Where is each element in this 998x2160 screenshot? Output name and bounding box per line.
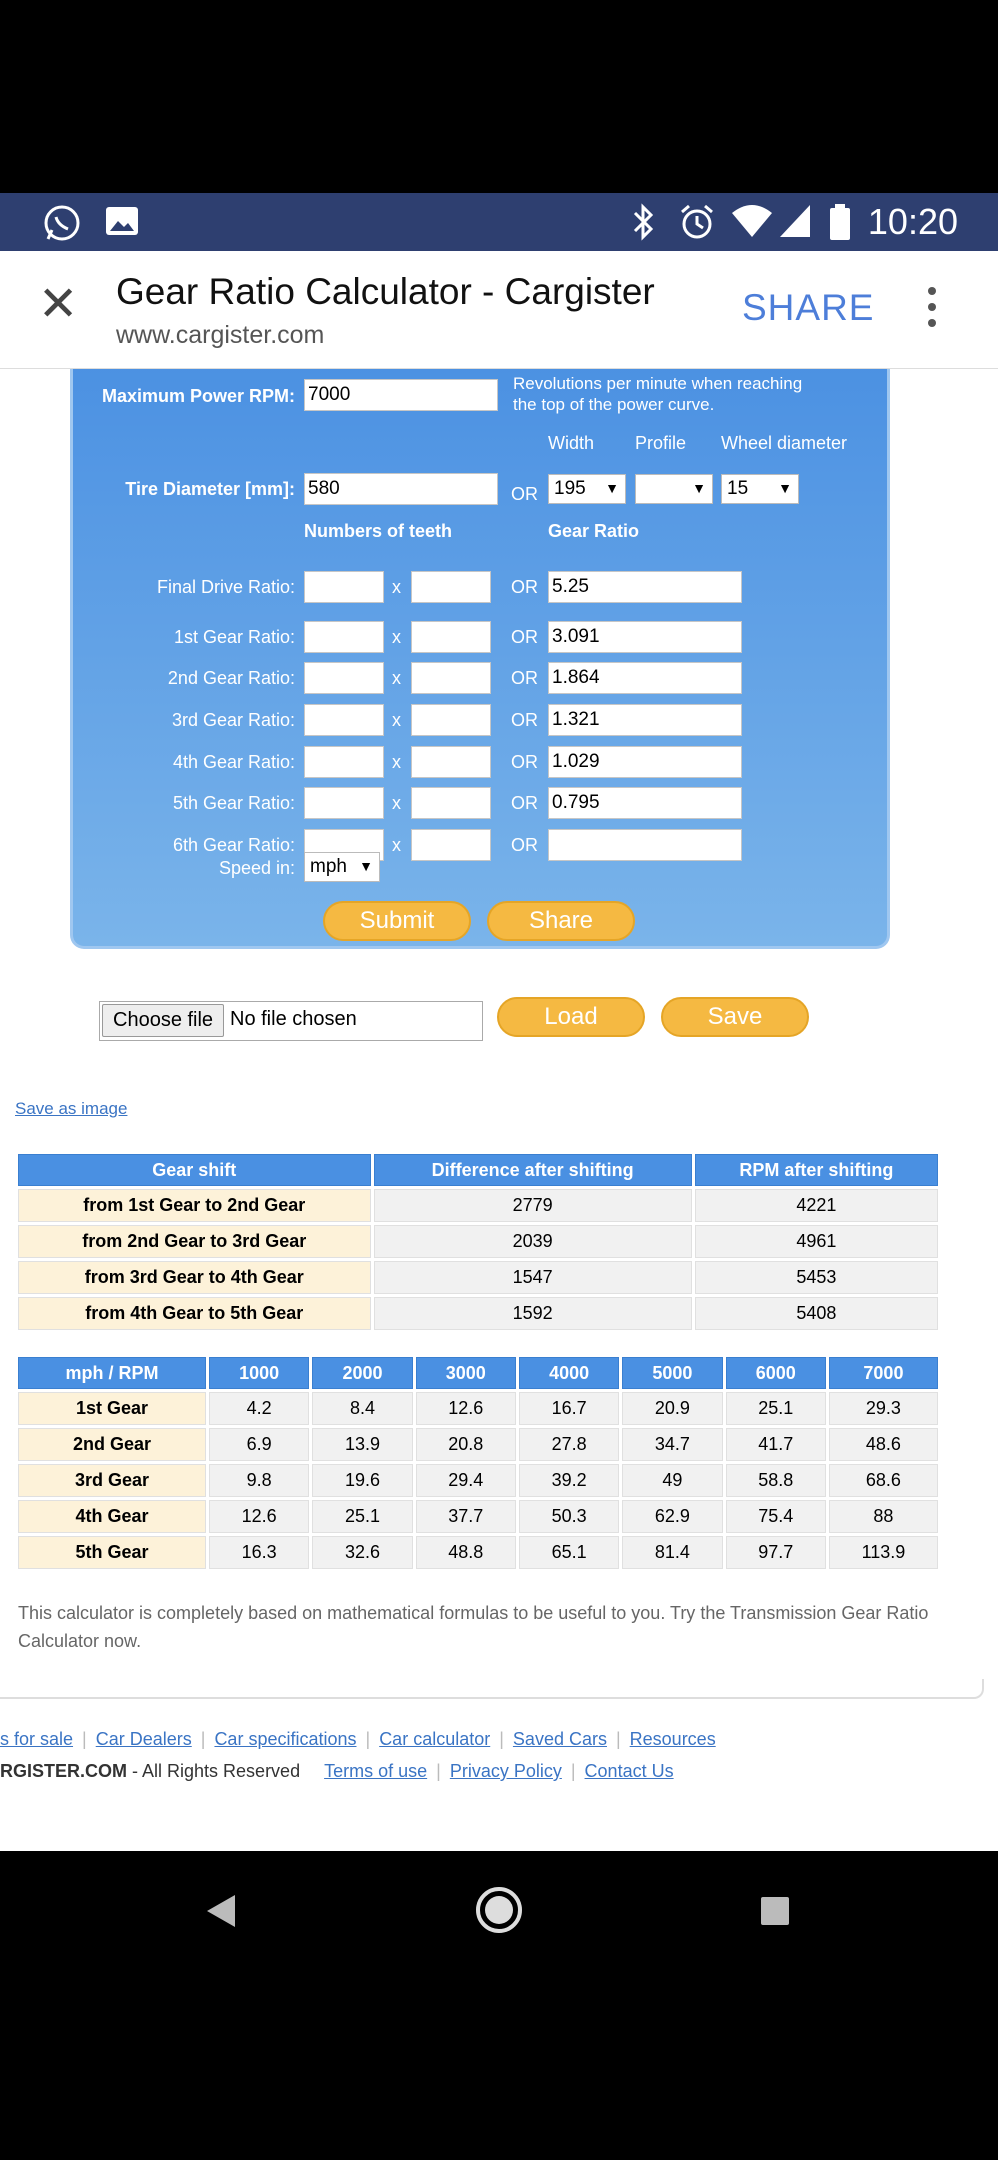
teeth-input-a[interactable] [304,571,384,603]
table-cell: 5408 [695,1297,938,1330]
table-cell: 4221 [695,1189,938,1222]
gear-ratio-label: 5th Gear Ratio: [172,793,295,813]
footer-link[interactable]: Contact Us [584,1761,674,1781]
table-row [18,1189,938,1222]
gear-ratio-label: 1st Gear Ratio: [173,627,295,647]
or-label: OR [511,793,538,813]
table-cell: 12.6 [209,1500,309,1533]
times-label: x [392,577,401,597]
times-label: x [392,668,401,688]
share-button[interactable]: SHARE [742,287,875,328]
column-header: 3000 [416,1357,516,1389]
table-cell: 32.6 [312,1536,412,1569]
times-label: x [392,793,401,813]
wheel-diameter-label: Wheel diameter [721,433,848,453]
table-row [18,1261,938,1294]
table-cell: 13.9 [312,1428,412,1461]
gear-ratio-label: 6th Gear Ratio: [172,835,295,855]
footer-link[interactable]: s for sale [0,1729,74,1749]
gear-ratio-input[interactable]: 1.864 [548,662,742,694]
table-cell: 68.6 [829,1464,938,1497]
table-cell: 16.7 [519,1392,619,1425]
table-cell: 50.3 [519,1500,619,1533]
wheel-diameter-select[interactable] [721,474,799,504]
width-select[interactable] [548,474,626,504]
column-header: Gear shift [18,1154,371,1186]
or-label: OR [511,668,538,688]
footer-link[interactable]: Car Dealers [95,1729,192,1749]
table-cell: 9.8 [209,1464,309,1497]
or-label: OR [511,484,538,504]
separator: | [615,1729,621,1749]
width-select-value: 195 [554,478,586,499]
or-label: OR [511,710,538,730]
wheel-select-value: 15 [727,478,749,499]
table-cell: 39.2 [519,1464,619,1497]
page-title: Gear Ratio Calculator - Cargister [116,271,655,312]
max-rpm-input[interactable]: 7000 [304,379,498,411]
table-cell: 65.1 [519,1536,619,1569]
table-cell: 58.8 [726,1464,826,1497]
share-form-button[interactable]: Share [487,901,635,941]
ratio-header: Gear Ratio [548,521,640,541]
separator: | [82,1729,87,1749]
card-border [0,1679,984,1699]
chevron-down-icon: ▼ [605,480,619,496]
table-cell: 19.6 [312,1464,412,1497]
status-bar [0,193,998,251]
separator: | [436,1761,441,1781]
separator: | [365,1729,371,1749]
separator: | [499,1729,504,1749]
row-header-cell: 3rd Gear [18,1464,206,1497]
footer-link[interactable]: Privacy Policy [449,1761,562,1781]
gallery-icon [104,203,140,244]
table-cell: 34.7 [622,1428,722,1461]
teeth-input-b[interactable] [411,829,491,861]
column-header: 4000 [519,1357,619,1389]
or-label: OR [511,752,538,772]
teeth-input-a[interactable] [304,704,384,736]
table-cell: 88 [829,1500,938,1533]
or-label: OR [511,627,538,647]
row-header-cell: from 2nd Gear to 3rd Gear [18,1225,371,1258]
column-header: 7000 [829,1357,938,1389]
teeth-input-a[interactable] [304,787,384,819]
table-header-row [18,1357,938,1389]
speed-unit-select[interactable] [304,852,380,882]
row-header-cell: from 1st Gear to 2nd Gear [18,1189,371,1222]
width-label: Width [548,433,595,453]
table-cell: 41.7 [726,1428,826,1461]
table-cell: 4.2 [209,1392,309,1425]
footer-link[interactable]: Saved Cars [512,1729,607,1749]
footer-link[interactable]: Car specifications [214,1729,357,1749]
alarm-icon [678,203,716,246]
teeth-input-b[interactable] [411,621,491,653]
column-header: 2000 [312,1357,412,1389]
table-cell: 37.7 [416,1500,516,1533]
gear-ratio-label: 3rd Gear Ratio: [171,710,295,730]
table-cell: 49 [622,1464,722,1497]
row-header-cell: 2nd Gear [18,1428,206,1461]
table-row [18,1225,938,1258]
teeth-input-b[interactable] [411,746,491,778]
or-label: OR [511,835,538,855]
battery-icon [828,203,852,246]
max-rpm-label: Maximum Power RPM: [101,386,295,406]
teeth-input-b[interactable] [411,787,491,819]
signal-icon [778,203,812,244]
table-row [18,1297,938,1330]
row-header-cell: from 4th Gear to 5th Gear [18,1297,371,1330]
times-label: x [392,627,401,647]
table-cell: 8.4 [312,1392,412,1425]
table-cell: 16.3 [209,1536,309,1569]
times-label: x [392,710,401,730]
column-header: 5000 [622,1357,722,1389]
table-cell: 4961 [695,1225,938,1258]
file-input[interactable] [99,1001,483,1041]
teeth-input-b[interactable] [411,704,491,736]
column-header: 6000 [726,1357,826,1389]
table-cell: 20.8 [416,1428,516,1461]
table-cell: 75.4 [726,1500,826,1533]
gear-ratio-input[interactable]: 5.25 [548,571,742,603]
table-cell: 97.7 [726,1536,826,1569]
clock: 10:20 [867,201,958,242]
teeth-input-b[interactable] [411,571,491,603]
table-cell: 5453 [695,1261,938,1294]
gear-ratio-label: 4th Gear Ratio: [172,752,295,772]
table-row [18,1392,938,1425]
tire-diameter-label: Tire Diameter [mm]: [125,479,295,499]
file-status: No file chosen [230,1008,357,1030]
web-page [0,369,998,1851]
footer-links [0,1729,716,1750]
save-button[interactable]: Save [661,997,809,1037]
gear-ratio-input[interactable]: 1.029 [548,746,742,778]
table-header-row [18,1154,938,1186]
whatsapp-icon [42,203,82,248]
column-header: mph / RPM [18,1357,206,1389]
gear-ratio-label: Final Drive Ratio: [156,577,295,597]
separator: | [570,1761,576,1781]
load-button[interactable]: Load [497,997,645,1037]
table-cell: 81.4 [622,1536,722,1569]
chevron-down-icon: ▼ [778,480,792,496]
column-header: Difference after shifting [374,1154,692,1186]
row-header-cell: 5th Gear [18,1536,206,1569]
teeth-input-a[interactable] [304,746,384,778]
chevron-down-icon: ▼ [692,480,706,496]
times-label: x [392,752,401,772]
table-cell: 48.6 [829,1428,938,1461]
table-cell: 12.6 [416,1392,516,1425]
submit-button[interactable]: Submit [323,901,471,941]
bluetooth-icon [632,203,656,246]
table-cell: 27.8 [519,1428,619,1461]
profile-select[interactable] [635,474,713,504]
home-icon[interactable] [474,1885,524,1935]
table-cell: 48.8 [416,1536,516,1569]
wifi-icon [730,203,774,244]
table-row [18,1536,938,1569]
table-cell: 2039 [374,1225,692,1258]
speed-table [15,1354,941,1572]
navigation-bar [0,1851,998,1971]
teeth-input-a[interactable] [304,662,384,694]
tire-diameter-input[interactable]: 580 [304,473,498,505]
gear-ratio-input[interactable] [548,829,742,861]
close-icon[interactable]: ✕ [38,278,79,331]
footer-link[interactable]: Terms of use [324,1761,428,1781]
table-cell: 20.9 [622,1392,722,1425]
row-header-cell: from 3rd Gear to 4th Gear [18,1261,371,1294]
copyright-text: - All Rights Reserved [127,1761,301,1781]
teeth-input-a[interactable] [304,621,384,653]
table-cell: 1592 [374,1297,692,1330]
table-cell: 6.9 [209,1428,309,1461]
column-header: 1000 [209,1357,309,1389]
gear-ratio-input[interactable]: 0.795 [548,787,742,819]
teeth-header: Numbers of teeth [304,521,453,541]
table-cell: 29.3 [829,1392,938,1425]
recents-icon[interactable] [759,1895,791,1927]
or-label: OR [511,577,538,597]
table-cell: 62.9 [622,1500,722,1533]
table-cell: 113.9 [829,1536,938,1569]
table-cell: 25.1 [726,1392,826,1425]
table-cell: 29.4 [416,1464,516,1497]
table-row [18,1464,938,1497]
disclaimer-text: This calculator is completely based on mathematical formulas to be useful to you. Try the Transmission Gear Ratio Calculator now. [18,1603,929,1651]
speed-unit-value: mph [310,856,347,877]
footer-legal [0,1761,674,1782]
column-header: RPM after shifting [695,1154,938,1186]
chevron-down-icon: ▼ [359,858,373,874]
gear-shift-table [15,1151,941,1333]
row-header-cell: 1st Gear [18,1392,206,1425]
speed-label: Speed in: [218,858,295,878]
back-icon[interactable] [205,1893,239,1929]
gear-ratio-input[interactable]: 3.091 [548,621,742,653]
gear-ratio-input[interactable]: 1.321 [548,704,742,736]
copyright-brand: RGISTER.COM [0,1761,128,1781]
max-rpm-hint-2: the top of the power curve. [513,395,715,414]
times-label: x [392,835,401,855]
custom-tab-header [0,251,998,369]
save-as-image-link[interactable]: Save as image [15,1099,128,1118]
table-cell: 2779 [374,1189,692,1222]
page-url: www.cargister.com [116,321,325,349]
max-rpm-hint-1: Revolutions per minute when reaching [513,374,803,393]
footer-link[interactable]: Car calculator [379,1729,491,1749]
gear-ratio-label: 2nd Gear Ratio: [167,668,295,688]
footer-link[interactable]: Resources [629,1729,716,1749]
row-header-cell: 4th Gear [18,1500,206,1533]
separator: | [200,1729,206,1749]
table-cell: 1547 [374,1261,692,1294]
table-row [18,1500,938,1533]
teeth-input-b[interactable] [411,662,491,694]
table-cell: 25.1 [312,1500,412,1533]
profile-label: Profile [635,433,687,453]
choose-file-button[interactable]: Choose file [102,1004,224,1037]
table-row [18,1428,938,1461]
more-options-icon[interactable] [928,287,940,335]
